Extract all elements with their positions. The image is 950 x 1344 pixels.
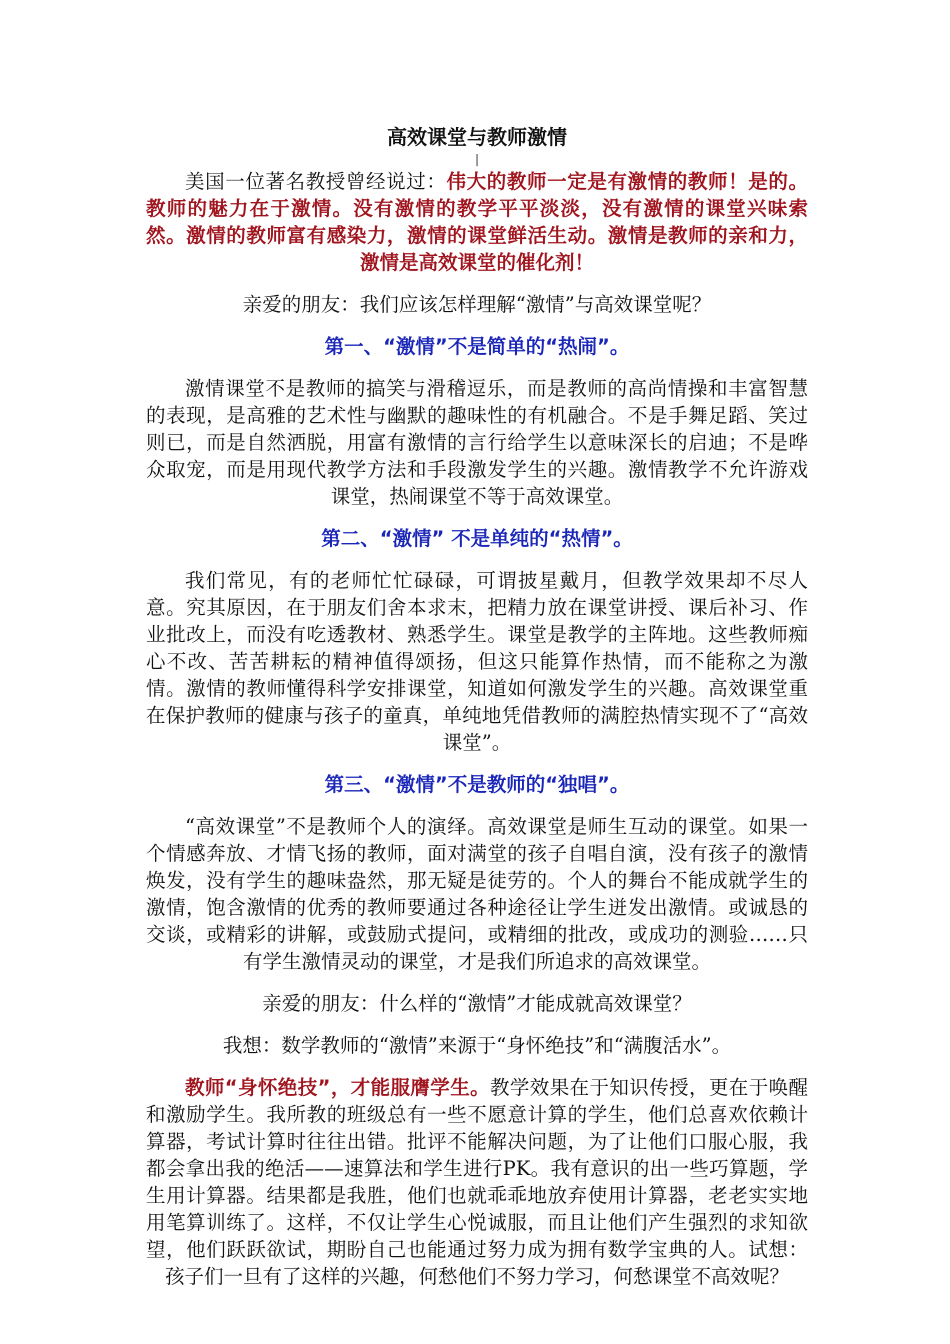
intro-quote: 伟大的教师一定是有激情的教师！是的。教师的魅力在于激情。没有激情的教学平平淡淡，没有激情的课堂兴味索然。激情的教师富有感染力，激情的课堂鲜活生动。激情是教师的亲和力，激情是高效课堂的催化剂！ — [146, 170, 808, 274]
text-cursor-mark: | — [474, 152, 480, 166]
intro-paragraph — [146, 168, 808, 276]
section-heading-1: 第一、“激情”不是简单的“热闹”。 — [324, 335, 630, 358]
section-heading-3: 第三、“激情”不是教师的“独唱”。 — [324, 773, 630, 796]
page-title: 高效课堂与教师激情 — [387, 125, 567, 149]
section-body-3: “高效课堂”不是教师个人的演绎。高效课堂是师生互动的课堂。如果一个情感奔放、才情飞扬的教师，面对满堂的孩子自唱自演，没有孩子的激情焕发，没有学生的趣味盎然，那无疑是徒劳的。个人的舞台不能成就学生的激情，饱含激情的优秀的教师要通过各种途径让学生迸发出激情。或诚恳的交谈，或精彩的讲解，或鼓励式提问，或精细的批改，或成功的测验……只有学生激情灵动的课堂，才是我们所追求的高效课堂。 — [146, 815, 808, 973]
answer-source-of-passion: 我想：数学教师的“激情”来源于“身怀绝技”和“满腹活水”。 — [222, 1034, 732, 1057]
question-understanding: 亲爱的朋友：我们应该怎样理解“激情”与高效课堂呢？ — [242, 293, 712, 316]
section-heading-2: 第二、“激情” 不是单纯的“热情”。 — [321, 527, 633, 550]
section-body-1: 激情课堂不是教师的搞笑与滑稽逗乐，而是教师的高尚情操和丰富智慧的表现，是高雅的艺术性与幽默的趣味性的有机融合。不是手舞足蹈、笑过则已，而是自然洒脱，用富有激情的言行给学生以意味深长的启迪；不是哗众取宠，而是用现代教学方法和手段激发学生的兴趣。激情教学不允许游戏课堂，热闹课堂不等于高效课堂。 — [146, 377, 808, 508]
question-what-passion: 亲爱的朋友：什么样的“激情”才能成就高效课堂？ — [262, 992, 692, 1015]
section-body-2: 我们常见，有的老师忙忙碌碌，可谓披星戴月，但教学效果却不尽人意。究其原因，在于朋友们舍本求末，把精力放在课堂讲授、课后补习、作业批改上，而没有吃透教材、熟悉学生。课堂是教学的主阵地。这些教师痴心不改、苦苦耕耘的精神值得颂扬，但这只能算作热情，而不能称之为激情。激情的教师懂得科学安排课堂，知道如何激发学生的兴趣。高效课堂重在保护教师的健康与孩子的童真，单纯地凭借教师的满腔热情实现不了“高效课堂”。 — [146, 569, 808, 754]
intro-lead: 美国一位著名教授曾经说过： — [185, 170, 447, 193]
section-4-lead: 教师“身怀绝技”，才能服膺学生。 — [185, 1076, 491, 1099]
section-body-4 — [146, 1074, 808, 1290]
section-4-text: 教学效果在于知识传授，更在于唤醒和激励学生。我所教的班级总有一些不愿意计算的学生，他们总喜欢依赖计算器，考试计算时往往出错。批评不能解决问题，为了让他们口服心服，我都会拿出我的绝活——速算法和学生进行PK。我有意识的出一些巧算题，学生用计算器。结果都是我胜，他们也就乖乖地放弃使用计算器，老老实实地用笔算训练了。这样，不仅让学生心悦诚服，而且让他们产生强烈的求知欲望，他们跃跃欲试，期盼自己也能通过努力成为拥有数学宝典的人。试想：孩子们一旦有了这样的兴趣，何愁他们不努力学习，何愁课堂不高效呢？ — [146, 1076, 808, 1288]
document-page — [146, 122, 808, 1290]
